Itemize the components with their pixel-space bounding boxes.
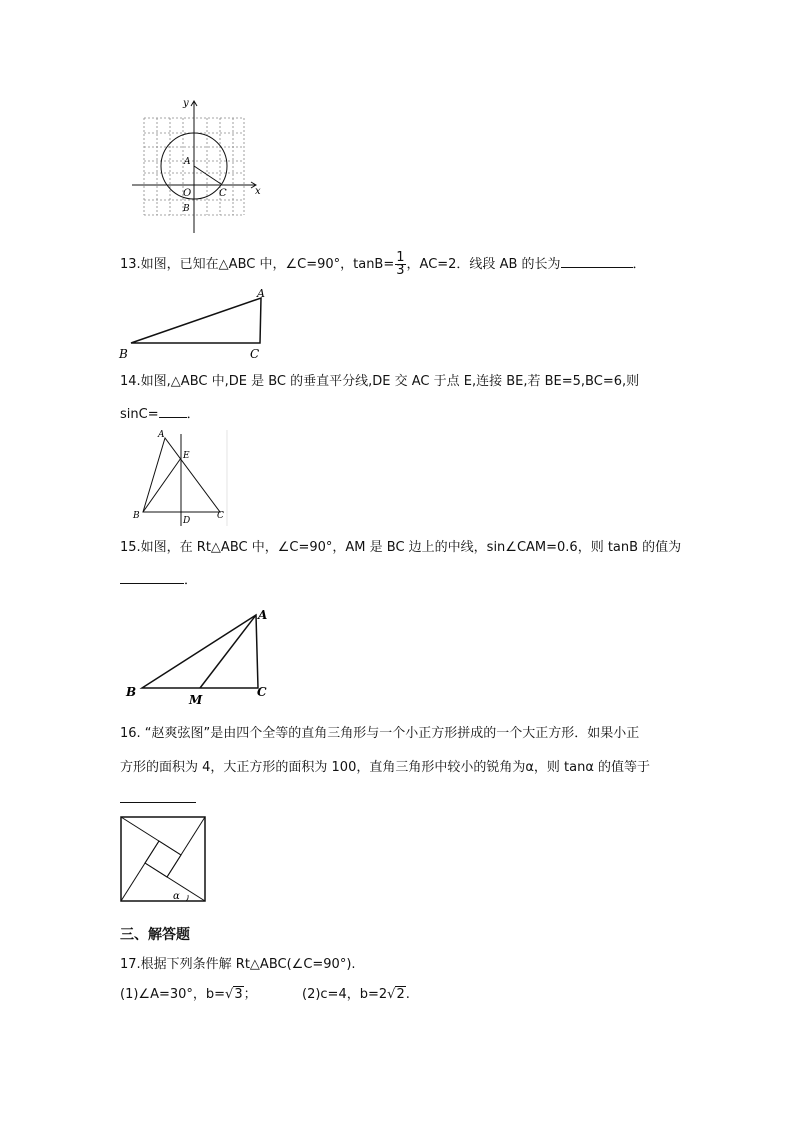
fraction-one-third: $\frac{1}{3}$ xyxy=(396,250,405,278)
point-b-label: B xyxy=(183,204,190,214)
q15-figure xyxy=(120,603,280,708)
q17-part1: (1)∠A=30°，b=√3； xyxy=(120,987,257,1002)
q15-line1: 15.如图，在 Rt△ABC 中，∠C=90°，AM 是 BC 边上的中线，sin∠CAM=0.6，则 tanB 的值为 xyxy=(120,540,682,555)
point-e-label: E xyxy=(183,451,190,461)
point-m-label: M xyxy=(189,693,203,707)
point-a-label: A xyxy=(257,287,265,300)
section-title: 三、解答题 xyxy=(120,927,190,943)
q14-line1: 14.如图,△ABC 中,DE 是 BC 的垂直平分线,DE 交 AC 于点 E,连接 BE,若 BE=5,BC=6,则 xyxy=(120,374,640,389)
q15-line2: ． xyxy=(120,571,197,589)
sqrt-two: √2 xyxy=(387,987,405,1002)
q14-line2: sinC= ． xyxy=(120,407,200,422)
small-square xyxy=(145,841,181,877)
point-c-label: C xyxy=(219,188,227,199)
q13-text: 13.如图，已知在△ABC 中，∠C=90°，tanB= $\frac{1}{3}$ ，AC=2．线段 AB 的长为 ． xyxy=(120,250,646,278)
point-b-label: B xyxy=(133,511,140,521)
point-o-label: O xyxy=(183,188,192,199)
median-am xyxy=(200,615,256,688)
q17-line1: 17.根据下列条件解 Rt△ABC(∠C=90°). xyxy=(120,957,356,972)
triangle-abc xyxy=(142,615,258,688)
q16-line1: 16. “赵爽弦图”是由四个全等的直角三角形与一个小正方形拼成的一个大正方形．如果小正 xyxy=(120,726,640,741)
alpha-label: α xyxy=(173,891,180,902)
large-square xyxy=(121,817,205,901)
point-c-label: C xyxy=(250,347,260,361)
q12-figure xyxy=(130,95,265,235)
q13-figure xyxy=(115,285,275,365)
point-a-label: A xyxy=(184,157,191,167)
q16-figure xyxy=(118,815,210,905)
x-label: x xyxy=(255,186,261,197)
answer-blank[interactable] xyxy=(561,255,633,268)
answer-blank[interactable] xyxy=(120,571,184,584)
segment-ac xyxy=(194,166,221,184)
q14-figure xyxy=(125,428,235,528)
q17-part2: (2)c=4，b=2√2. xyxy=(302,987,410,1002)
point-a-label: A xyxy=(258,608,268,622)
sqrt-three: √3 xyxy=(225,987,243,1002)
answer-blank[interactable] xyxy=(159,405,187,418)
point-c-label: C xyxy=(257,685,267,699)
triangle-abc xyxy=(131,298,261,343)
point-a-label: A xyxy=(158,430,165,440)
answer-blank[interactable] xyxy=(120,790,196,803)
point-d-label: D xyxy=(183,516,191,526)
point-c-label: C xyxy=(217,511,224,521)
segment-be xyxy=(143,458,181,512)
y-label: y xyxy=(183,98,189,109)
point-b-label: B xyxy=(126,685,137,699)
point-b-label: B xyxy=(119,347,128,361)
q16-line2: 方形的面积为 4，大正方形的面积为 100，直角三角形中较小的锐角为α，则 tanα 的值等于 xyxy=(120,760,651,775)
